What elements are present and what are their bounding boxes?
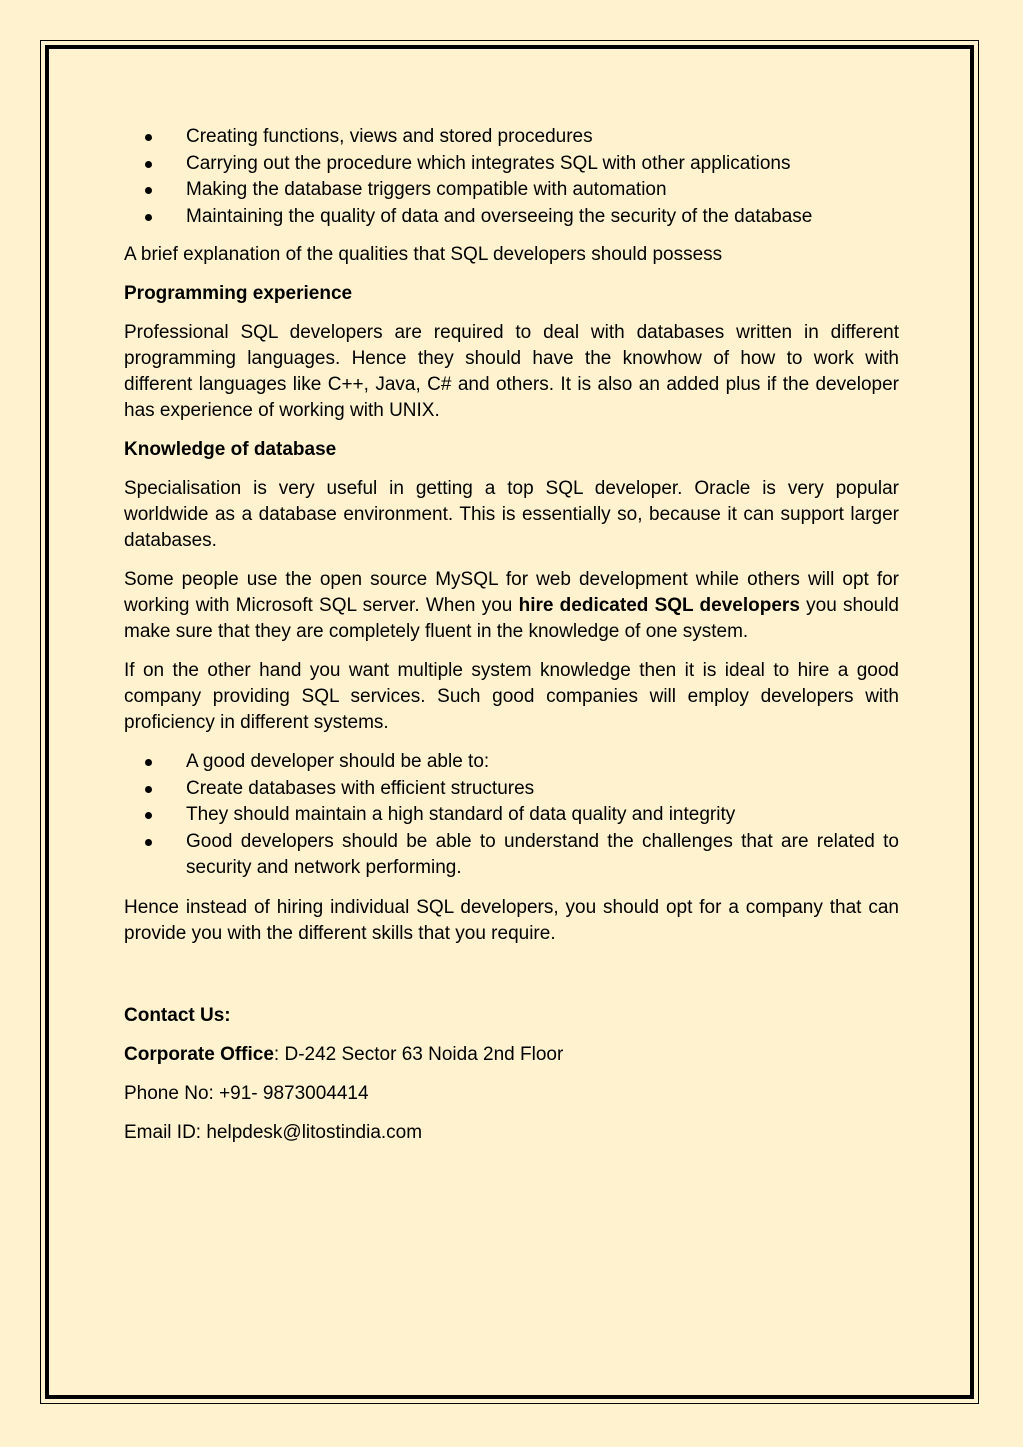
office-address [124,1042,899,1068]
list-item: A good developer should be able to: [186,749,899,776]
paragraph-text: Some people use the open source MySQL for web development while others will opt for working with Microsoft SQL server. When you [124,569,899,616]
phone-number: Phone No: +91- 9873004414 [124,1082,369,1104]
office-label: Corporate Office [124,1043,274,1065]
list-item: Good developers should be able to understand the challenges that are related to security and network performing. [186,829,899,882]
list-item: Carrying out the procedure which integrates SQL with other applications [186,151,899,178]
list-item: They should maintain a high standard of data quality and integrity [186,802,899,829]
database-paragraph-1: Specialisation is very useful in getting a top SQL developer. Oracle is very popular worldwide as a database environment. This is essentially so, because it can support larger databases. [124,478,899,551]
list-item: Maintaining the quality of data and overseeing the security of the database [186,204,899,231]
section-heading-programming: Programming experience [124,283,353,304]
list-item: Create databases with efficient structures [186,776,899,803]
list-item: Making the database triggers compatible with automation [186,177,899,204]
contact-heading: Contact Us: [124,1004,231,1026]
hire-sql-developers-link[interactable]: hire dedicated SQL developers [518,595,800,616]
conclusion-paragraph: Hence instead of hiring individual SQL developers, you should opt for a company that can provide you with the different skills that you require. [124,896,899,944]
intro-paragraph: A brief explanation of the qualities that SQL developers should possess [124,244,723,265]
skills-list [124,749,899,882]
document-body [124,124,899,1146]
list-item: Creating functions, views and stored procedures [186,124,899,151]
paragraph-text: you should make sure that they are completely fluent in the knowledge of one system. [124,595,899,642]
database-paragraph-3: If on the other hand you want multiple system knowledge then it is ideal to hire a good company providing SQL services. Such good companies will employ developers with proficiency in different systems. [124,660,899,733]
programming-paragraph: Professional SQL developers are required to deal with databases written in different programming languages. Hence they should have the knowhow of how to work with different languages like C++, Java, C# and others. It is also an added plus if the developer has experience of working with UNIX. [124,322,899,421]
database-paragraph-2 [124,567,899,645]
email-address[interactable]: Email ID: helpdesk@litostindia.com [124,1121,423,1143]
office-value: : D-242 Sector 63 Noida 2nd Floor [273,1043,564,1065]
duties-list [124,124,899,230]
section-heading-database: Knowledge of database [124,439,337,460]
